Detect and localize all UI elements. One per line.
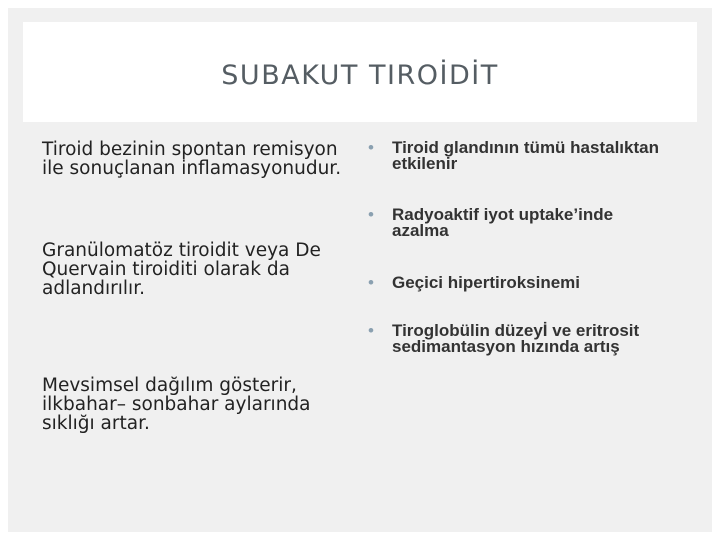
left-paragraph-2: Granülomatöz tiroidit veya De Quervain tiroiditi olarak da adlandırılır.	[42, 240, 321, 299]
bullet-item-2	[368, 207, 668, 239]
bullet-icon: •	[368, 205, 374, 224]
slide-title: SUBAKUT TIROİDİT	[221, 59, 499, 91]
title-box	[23, 22, 697, 122]
bullet-text-1: Tiroid glandının tümü hastalıktan etkilenir	[392, 138, 659, 173]
bullet-icon: •	[368, 273, 374, 292]
bullet-item-1	[368, 140, 668, 172]
bullet-item-4	[368, 323, 668, 355]
bullet-text-3: Geçici hipertiroksinemi	[392, 273, 581, 292]
bullet-text-2: Radyoaktif iyot uptake’inde azalma	[392, 205, 614, 240]
left-paragraph-3: Mevsimsel dağılım gösterir, ilkbahar– sonbahar aylarında sıklığı artar.	[42, 375, 311, 434]
bullet-icon: •	[368, 321, 374, 340]
bullet-item-3	[368, 275, 668, 291]
left-paragraph-1: Tiroid bezinin spontan remisyon ile sonuçlanan inflamasyonudur.	[42, 139, 342, 179]
bullet-icon: •	[368, 138, 374, 157]
bullet-text-4: Tiroglobülin düzeyİ ve eritrosit sedimantasyon hızında artış	[392, 321, 640, 356]
